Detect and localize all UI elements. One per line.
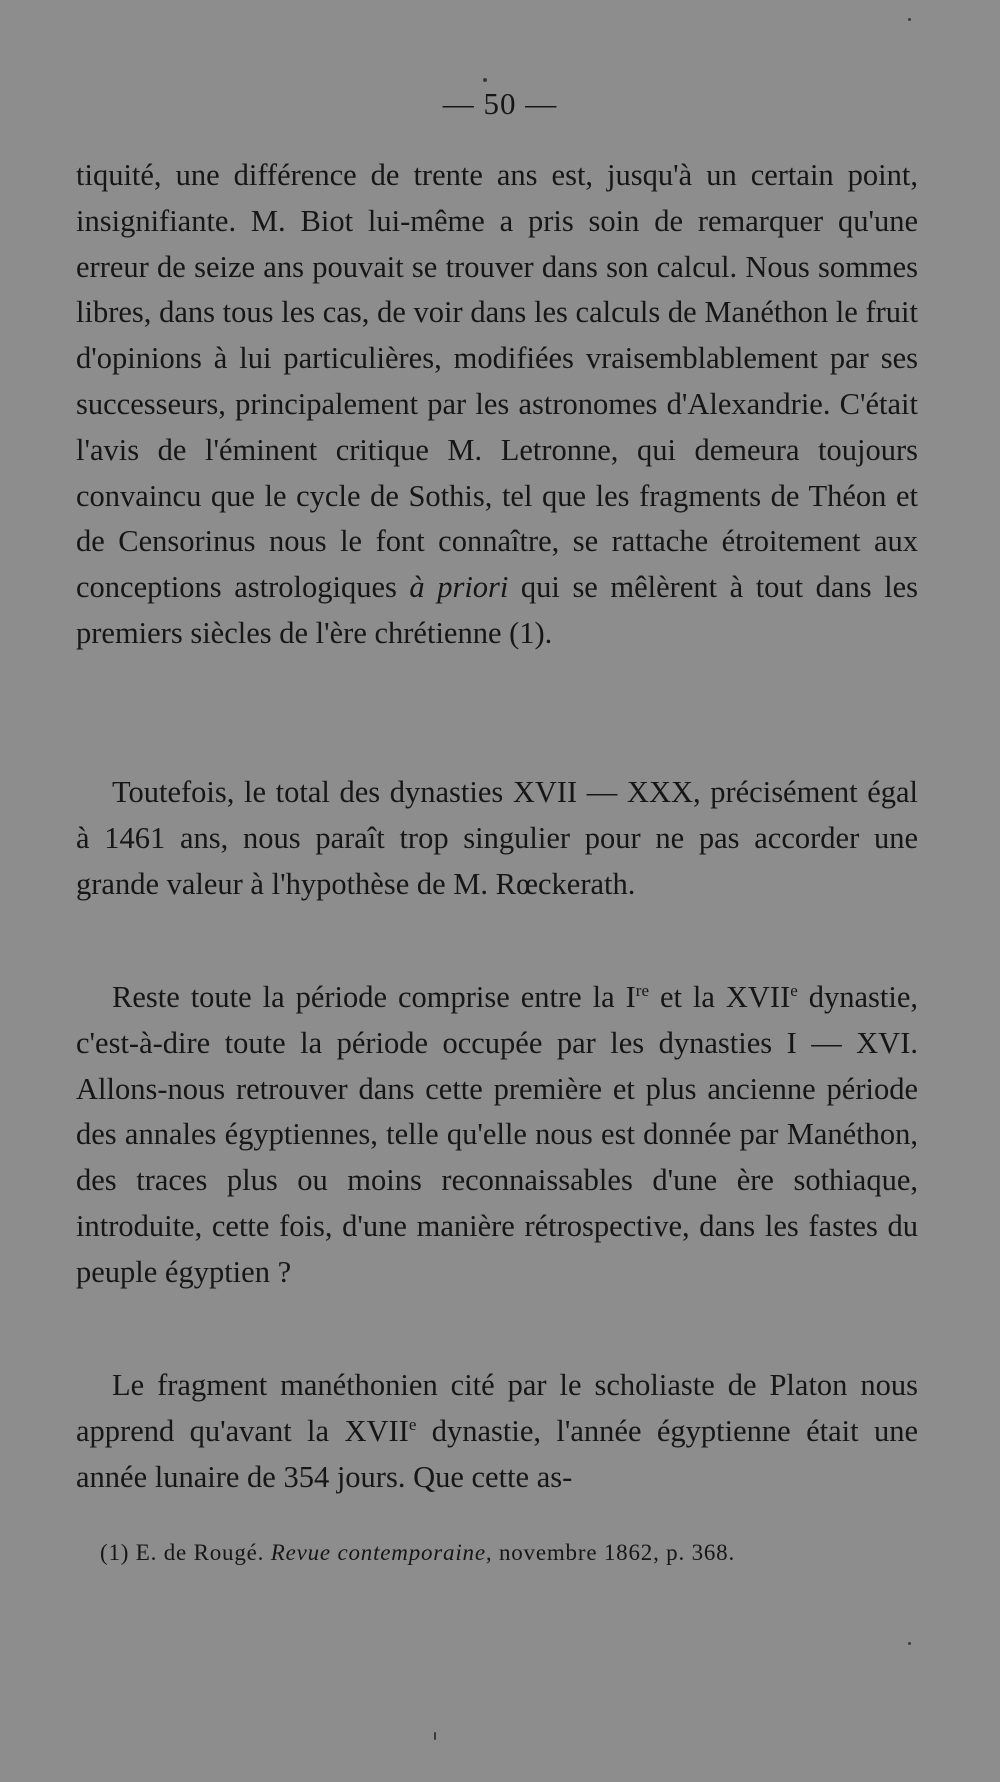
paragraph-3-before: Reste toute la période comprise entre la I: [112, 980, 636, 1014]
footnote: [100, 1538, 920, 1568]
page-number: — 50 —: [442, 86, 558, 121]
paragraph-4-after: dynastie, l'année égyptienne était une année lunaire de 354 jours. Que cette as-: [76, 1413, 918, 1494]
paragraph-2: [76, 770, 918, 907]
footnote-author: E. de Rougé.: [135, 1540, 265, 1565]
paragraph-4: [76, 1363, 918, 1500]
scan-speck: [908, 18, 911, 21]
paragraph-3: [76, 975, 918, 1296]
paragraph-1-tail: qui se mêlèrent à tout dans les premiers siècles de l'ère chrétienne (1).: [76, 570, 919, 650]
paragraph-1-text: tiquité, une différence de trente ans est, jusqu'à un certain point, insignifiante. M. Biot lui-même a pris soin de remarquer qu'une erreur de seize ans pouvait se trouver dans son calcul. Nous sommes libres, dans tous les cas, de voir dans les calculs de Manéthon le fruit d'opinions à lui particulières, modifiées vraisemblablement par ses successeurs, principalement par les astronomes d'Alexandrie. C'était l'avis de l'éminent critique M. Letronne, qui demeura toujours convaincu que le cycle de Sothis, tel que les fragments de Théon et de Censorinus nous le font connaître, se rattache étroitement aux conceptions astrologiques: [76, 158, 918, 605]
paragraph-3-sup-e: e: [790, 980, 798, 1000]
paragraph-3-after: dynastie, c'est-à-dire toute la période occupée par les dynasties I — XVI. Allons-nous retrouver dans cette première et plus ancienne période des annales égyptiennes, telle qu'elle nous est donnée par Manéthon, des traces plus ou moins reconnaissables d'une ère sothiaque, introduite, cette fois, d'une manière rétrospective, dans les fastes du peuple égyptien ?: [76, 980, 918, 1289]
paragraph-1-italic: à priori: [409, 570, 509, 605]
paragraph-4-before: Le fragment manéthonien cité par le scholiaste de Platon nous apprend qu'avant la XVII: [76, 1368, 918, 1448]
scan-speck: [434, 1732, 436, 1740]
paragraph-4-sup-e: e: [408, 1414, 417, 1434]
footnote-rest: , novembre 1862, p. 368.: [485, 1540, 736, 1565]
footnote-title: Revue contemporaine: [270, 1540, 486, 1565]
footnote-marker: (1): [100, 1540, 130, 1565]
scan-speck: [483, 78, 487, 82]
paragraph-3-sup-re: re: [635, 980, 649, 1000]
scan-speck: [908, 1642, 911, 1645]
paragraph-3-mid: et la XVII: [649, 980, 791, 1014]
paragraph-2-text: Toutefois, le total des dynasties XVII — XXX, précisément égal à 1461 ans, nous paraît trop singulier pour ne pas accorder une grande valeur à l'hypothèse de M. Rœckerath.: [76, 775, 918, 901]
paragraph-1: [76, 153, 918, 657]
